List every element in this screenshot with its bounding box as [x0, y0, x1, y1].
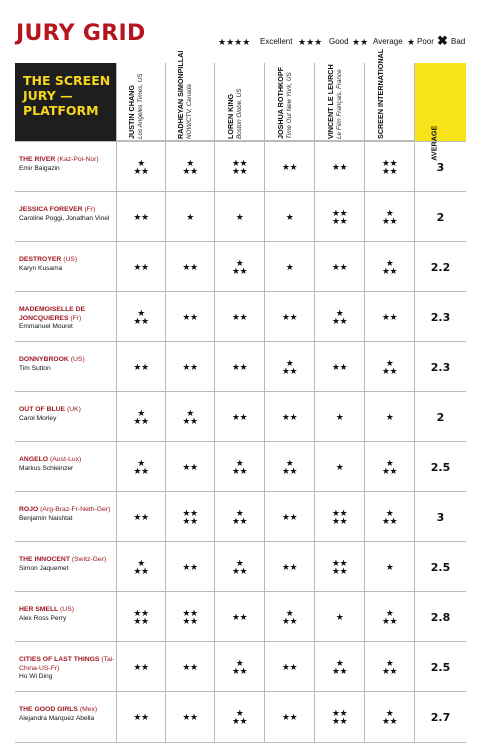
star-icon: ★★ — [381, 158, 398, 168]
film-info — [15, 392, 117, 442]
star-icon: ★ — [137, 408, 145, 418]
film-row — [15, 691, 466, 743]
star-icon: ★★ — [133, 416, 149, 426]
star-icon: ★ — [335, 612, 344, 622]
star-icon: ★ — [137, 558, 145, 568]
star-icon: ★★ — [331, 508, 348, 518]
average-score: 2 — [436, 410, 445, 424]
film-info — [15, 242, 117, 292]
star-icon: ★★ — [381, 312, 398, 322]
rating-cell — [315, 342, 365, 392]
critic-outlet: Boston Globe, US — [235, 88, 242, 139]
star-icon: ★★ — [133, 712, 149, 722]
star-icon: ★★ — [281, 366, 298, 376]
rating-cell — [117, 492, 166, 542]
film-country: (Arg-Braz-Fr-Neth-Ger) — [40, 506, 111, 513]
film-title-line — [19, 206, 116, 215]
star-icon: ★★ — [231, 612, 248, 622]
film-country: (US) — [63, 256, 78, 263]
rating-cell — [215, 492, 265, 542]
film-row — [15, 291, 466, 342]
star-icon: ★★ — [133, 608, 149, 618]
average-score: 2.3 — [430, 360, 451, 374]
critic-header — [215, 63, 265, 141]
average-label: AVERAGE — [429, 125, 439, 161]
film-info — [15, 542, 117, 592]
rating-cell — [166, 592, 215, 642]
rating-cell — [166, 142, 215, 192]
film-title-line — [19, 506, 116, 515]
star-icon: ★★ — [381, 216, 398, 226]
rating-cell — [265, 692, 315, 742]
star-icon: ★ — [335, 308, 344, 318]
legend-label-bad: Bad — [451, 37, 466, 46]
star-icon: ★★ — [281, 412, 298, 422]
film-info — [15, 342, 117, 392]
critic-header — [265, 63, 315, 141]
rating-cell — [166, 492, 215, 542]
star-icon: ★★ — [281, 616, 298, 626]
star-icon: ★★ — [231, 158, 248, 168]
star-icon: ★ — [235, 558, 244, 568]
film-row — [15, 391, 466, 442]
star-icon: ★ — [137, 458, 145, 468]
film-country: (Switz-Ger) — [71, 556, 107, 563]
rating-cell — [315, 642, 365, 692]
star-icon: ★★ — [331, 516, 348, 526]
star-icon: ★★ — [231, 666, 248, 676]
film-info — [15, 142, 117, 192]
film-director: Emir Baigazin — [19, 164, 60, 172]
rating-cell — [315, 542, 365, 592]
average-score: 2.5 — [430, 660, 451, 674]
rating-cell — [265, 442, 315, 492]
legend-stars-average: ★★ — [352, 37, 369, 47]
critic-outlet: NOW/CTV, Canada — [185, 84, 193, 139]
rating-legend — [218, 33, 468, 48]
film-title-line — [19, 456, 116, 465]
star-icon: ★ — [285, 358, 294, 368]
critic-header — [117, 63, 166, 141]
star-icon: ★★ — [133, 262, 149, 272]
star-icon: ★ — [186, 212, 194, 222]
average-score: 3 — [436, 510, 445, 524]
star-icon: ★ — [335, 658, 344, 668]
rating-cell — [365, 392, 415, 442]
film-title-line — [19, 356, 116, 365]
average-score: 2.3 — [430, 310, 451, 324]
jury-heading-cell — [15, 63, 117, 141]
film-title: MADEMOISELLE DE JONCQUIERES — [19, 306, 86, 322]
star-icon: ★★ — [182, 166, 198, 176]
film-country: (US) — [60, 606, 75, 613]
star-icon: ★★ — [133, 466, 149, 476]
film-row — [15, 441, 466, 492]
rating-cell — [117, 142, 166, 192]
rating-cell — [365, 142, 415, 192]
star-icon: ★★ — [182, 312, 198, 322]
rating-cell — [365, 692, 415, 742]
average-header — [415, 63, 466, 161]
rating-cell — [215, 292, 265, 342]
star-icon: ★★ — [331, 708, 348, 718]
film-row — [15, 191, 466, 242]
page-title: JURY GRID — [16, 21, 146, 46]
star-icon: ★★ — [231, 566, 248, 576]
average-score: 2.7 — [430, 710, 451, 724]
critic-outlet: Time Out New York, US — [285, 72, 292, 139]
film-title: DESTROYER — [19, 256, 62, 263]
film-title: THE RIVER — [19, 156, 56, 163]
star-icon: ★★ — [231, 516, 248, 526]
star-icon: ★★ — [182, 508, 198, 518]
film-country: (Tai-China-US-Fr) — [19, 656, 115, 672]
star-icon: ★★ — [182, 616, 198, 626]
star-icon: ★ — [385, 208, 394, 218]
film-title-line — [19, 256, 116, 265]
rating-cell — [265, 542, 315, 592]
film-title-line — [19, 156, 116, 165]
star-icon: ★★ — [182, 608, 198, 618]
film-title: THE INNOCENT — [19, 556, 70, 563]
film-country: (Aust-Lux) — [49, 456, 82, 463]
rating-cell — [265, 142, 315, 192]
critic-name: JOSHUA ROTHKOPF — [275, 66, 285, 139]
rating-cell — [215, 442, 265, 492]
star-icon: ★★ — [381, 166, 398, 176]
star-icon: ★ — [235, 258, 244, 268]
film-row — [15, 641, 466, 692]
film-title: OUT OF BLUE — [19, 406, 66, 413]
rating-cell — [215, 592, 265, 642]
star-icon: ★ — [385, 608, 394, 618]
rating-cell — [315, 492, 365, 542]
film-row — [15, 141, 466, 192]
rating-cell — [117, 292, 166, 342]
star-icon: ★★ — [182, 262, 198, 272]
rating-cell — [166, 542, 215, 592]
star-icon: ★ — [186, 408, 194, 418]
star-icon: ★★ — [231, 362, 248, 372]
bad-icon: ✖ — [437, 33, 448, 48]
rating-cell — [166, 342, 215, 392]
rating-cell — [315, 242, 365, 292]
star-icon: ★★ — [331, 566, 348, 576]
star-icon: ★★ — [231, 312, 248, 322]
star-icon: ★ — [235, 212, 244, 222]
film-title-line — [19, 406, 116, 415]
star-icon: ★★ — [381, 716, 398, 726]
rating-cell — [215, 192, 265, 242]
film-title-line — [19, 706, 116, 715]
critic-outlet: Le Film Français, France — [335, 69, 342, 139]
film-director: Benjamin Naishtat — [19, 514, 73, 522]
star-icon: ★★ — [281, 466, 298, 476]
critic-outlet: Los Angeles Times, US — [136, 73, 144, 139]
film-director: Alejandra Marquez Abella — [19, 714, 95, 722]
rating-cell — [117, 242, 166, 292]
film-director: Emmanuel Mouret — [19, 323, 73, 331]
average-score: 2.5 — [430, 560, 451, 574]
star-icon: ★ — [186, 158, 194, 168]
star-icon: ★ — [385, 412, 394, 422]
film-director: Simon Jaquemet — [19, 564, 69, 572]
rating-cell — [265, 292, 315, 342]
jury-grid-table — [15, 48, 466, 739]
film-title-line — [19, 556, 116, 565]
film-title: HER SMELL — [19, 606, 59, 613]
star-icon: ★★ — [133, 566, 149, 576]
rating-cell — [117, 642, 166, 692]
film-country: (Fr) — [84, 206, 96, 213]
star-icon: ★★ — [331, 216, 348, 226]
film-row — [15, 541, 466, 592]
star-icon: ★★ — [182, 562, 198, 572]
film-info — [15, 492, 117, 542]
critic-header — [315, 63, 365, 141]
rating-cell — [365, 442, 415, 492]
rating-cell — [166, 392, 215, 442]
star-icon: ★★ — [331, 208, 348, 218]
star-icon: ★ — [335, 412, 344, 422]
rating-cell — [365, 542, 415, 592]
rating-cell — [215, 392, 265, 442]
star-icon: ★★ — [231, 716, 248, 726]
rating-cell — [117, 692, 166, 742]
star-icon: ★ — [385, 508, 394, 518]
critic-header — [365, 48, 415, 141]
film-director: Alex Ross Perry — [19, 614, 67, 622]
film-title-line — [19, 606, 116, 615]
star-icon: ★★ — [182, 462, 198, 472]
star-icon: ★★ — [331, 162, 348, 172]
star-icon: ★★ — [381, 466, 398, 476]
star-icon: ★ — [235, 458, 244, 468]
star-icon: ★ — [285, 212, 294, 222]
legend-label-poor: Poor — [417, 37, 434, 46]
star-icon: ★ — [137, 158, 145, 168]
star-icon: ★★ — [133, 316, 149, 326]
star-icon: ★ — [235, 508, 244, 518]
star-icon: ★★ — [281, 512, 298, 522]
star-icon: ★★ — [231, 166, 248, 176]
film-director: Markus Schleinzer — [19, 464, 74, 472]
rating-cell — [365, 242, 415, 292]
rating-cell — [265, 642, 315, 692]
film-info — [15, 442, 117, 492]
star-icon: ★ — [385, 258, 394, 268]
film-country: (US) — [70, 356, 85, 363]
star-icon: ★★ — [281, 312, 298, 322]
star-icon: ★★ — [281, 162, 298, 172]
legend-stars-excellent: ★★★★ — [218, 37, 251, 47]
rating-cell — [315, 442, 365, 492]
rating-cell — [365, 192, 415, 242]
rating-cell — [166, 692, 215, 742]
rating-cell — [117, 542, 166, 592]
film-director: Tim Sutton — [19, 364, 51, 372]
film-info — [15, 642, 117, 692]
rating-cell — [166, 192, 215, 242]
rating-cell — [215, 142, 265, 192]
average-score: 3 — [436, 160, 445, 174]
star-icon: ★★ — [182, 516, 198, 526]
star-icon: ★★ — [133, 616, 149, 626]
rating-cell — [315, 392, 365, 442]
film-title: CITIES OF LAST THINGS — [19, 656, 100, 663]
rating-cell — [215, 242, 265, 292]
star-icon: ★ — [385, 562, 394, 572]
star-icon: ★★ — [331, 316, 348, 326]
film-director: Caroline Poggi, Jonathan Vinel — [19, 214, 110, 222]
jury-heading: THE SCREEN JURY — PLATFORM — [23, 73, 111, 118]
critic-header — [166, 50, 215, 141]
rating-cell — [166, 642, 215, 692]
film-row — [15, 341, 466, 392]
star-icon: ★★ — [281, 562, 298, 572]
rating-cell — [265, 492, 315, 542]
star-icon: ★★ — [231, 466, 248, 476]
rating-cell — [315, 692, 365, 742]
rating-cell — [315, 142, 365, 192]
star-icon: ★ — [285, 458, 294, 468]
star-icon: ★★ — [231, 412, 248, 422]
star-icon: ★ — [235, 658, 244, 668]
star-icon: ★★ — [381, 616, 398, 626]
film-row — [15, 591, 466, 642]
film-country: (UK) — [66, 406, 81, 413]
star-icon: ★★ — [281, 662, 298, 672]
rating-cell — [166, 442, 215, 492]
rating-cell — [315, 292, 365, 342]
film-row — [15, 241, 466, 292]
rating-cell — [166, 242, 215, 292]
film-title: JESSICA FOREVER — [19, 206, 83, 213]
star-icon: ★ — [385, 458, 394, 468]
rating-cell — [365, 292, 415, 342]
star-icon: ★★ — [381, 366, 398, 376]
critic-name: VINCENT LE LEURCH — [325, 64, 335, 139]
rating-cell — [117, 592, 166, 642]
star-icon: ★★ — [381, 516, 398, 526]
film-country: (Fr) — [70, 314, 82, 322]
rating-cell — [215, 342, 265, 392]
rating-cell — [117, 442, 166, 492]
legend-stars-good: ★★★ — [298, 37, 323, 47]
star-icon: ★★ — [182, 362, 198, 372]
rating-cell — [117, 392, 166, 442]
star-icon: ★ — [385, 708, 394, 718]
critic-name: JUSTIN CHANG — [127, 85, 136, 139]
film-row — [15, 491, 466, 542]
star-icon: ★★ — [133, 512, 149, 522]
star-icon: ★★ — [381, 666, 398, 676]
rating-cell — [265, 242, 315, 292]
star-icon: ★ — [137, 308, 145, 318]
film-title: DONNYBROOK — [19, 356, 69, 363]
rating-cell — [365, 592, 415, 642]
film-title: ANGELO — [19, 456, 49, 463]
star-icon: ★ — [235, 708, 244, 718]
legend-label-average: Average — [373, 37, 403, 46]
film-director: Karyn Kusama — [19, 264, 63, 272]
film-country: (Kaz-Pol-Nor) — [57, 156, 99, 163]
film-title: THE GOOD GIRLS — [19, 706, 78, 713]
star-icon: ★★ — [133, 212, 149, 222]
average-score: 2.8 — [430, 610, 451, 624]
rating-cell — [265, 592, 315, 642]
star-icon: ★★ — [331, 666, 348, 676]
film-director: Carol Morley — [19, 414, 57, 422]
star-icon: ★★ — [133, 662, 149, 672]
critic-name: LOREN KING — [225, 93, 235, 139]
rating-cell — [166, 292, 215, 342]
star-icon: ★★ — [133, 166, 149, 176]
film-title-line — [19, 306, 116, 323]
star-icon: ★★ — [182, 662, 198, 672]
critic-name: RADHEYAN SIMONPILLAI — [176, 50, 185, 139]
critic-name: SCREEN INTERNATIONAL — [375, 48, 385, 139]
star-icon: ★★ — [182, 416, 198, 426]
star-icon: ★★ — [381, 266, 398, 276]
rating-cell — [365, 342, 415, 392]
rating-cell — [215, 692, 265, 742]
rating-cell — [265, 192, 315, 242]
rating-cell — [215, 642, 265, 692]
rating-cell — [265, 342, 315, 392]
rating-cell — [365, 492, 415, 542]
star-icon: ★★ — [331, 362, 348, 372]
average-score: 2.5 — [430, 460, 451, 474]
star-icon: ★ — [385, 658, 394, 668]
star-icon: ★★ — [231, 266, 248, 276]
legend-stars-poor: ★ — [407, 37, 416, 47]
star-icon: ★★ — [331, 716, 348, 726]
star-icon: ★★ — [331, 558, 348, 568]
legend-label-excellent: Excellent — [260, 37, 293, 46]
rating-cell — [365, 642, 415, 692]
star-icon: ★★ — [182, 712, 198, 722]
rating-cell — [215, 542, 265, 592]
star-icon: ★★ — [133, 362, 149, 372]
film-info — [15, 292, 117, 342]
film-info — [15, 692, 117, 742]
average-score: 2.2 — [430, 260, 451, 274]
film-title: ROJO — [19, 506, 39, 513]
film-title-line — [19, 656, 116, 673]
star-icon: ★ — [385, 358, 394, 368]
average-score: 2 — [436, 210, 445, 224]
rating-cell — [315, 592, 365, 642]
star-icon: ★★ — [281, 712, 298, 722]
film-director: Ho Wi Ding — [19, 673, 53, 681]
film-info — [15, 592, 117, 642]
rating-cell — [117, 342, 166, 392]
star-icon: ★ — [285, 262, 294, 272]
legend-label-good: Good — [329, 37, 349, 46]
star-icon: ★ — [285, 608, 294, 618]
star-icon: ★ — [335, 462, 344, 472]
rating-cell — [265, 392, 315, 442]
film-info — [15, 192, 117, 242]
film-country: (Mex) — [79, 706, 98, 713]
rating-cell — [117, 192, 166, 242]
star-icon: ★★ — [331, 262, 348, 272]
rating-cell — [315, 192, 365, 242]
